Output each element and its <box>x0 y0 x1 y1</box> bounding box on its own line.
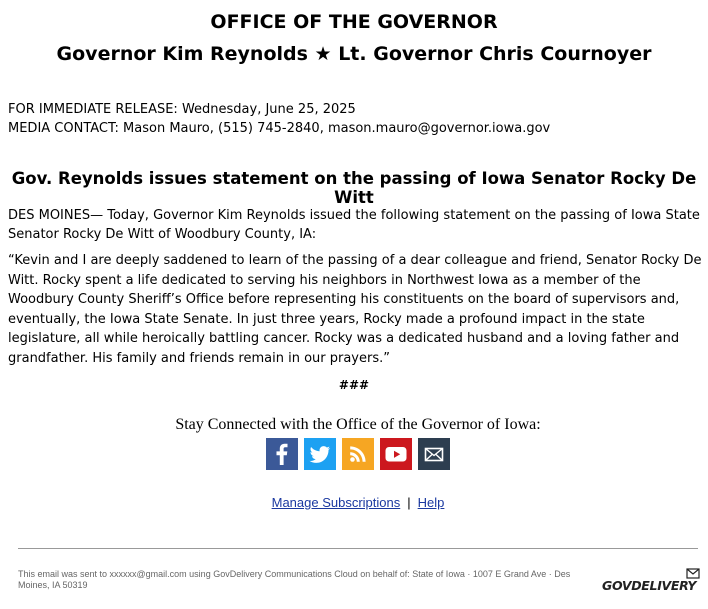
twitter-icon[interactable] <box>304 438 336 470</box>
social-icons <box>266 438 450 470</box>
office-title: OFFICE OF THE GOVERNOR <box>210 11 498 33</box>
footer-disclaimer: This email was sent to xxxxxx@gmail.com using GovDelivery Communications Cloud on behalf of: State of Iowa · 1007 E Grand Ave · Des Moines, IA 50319 <box>18 569 571 590</box>
media-contact: MEDIA CONTACT: Mason Mauro, (515) 745-2840, mason.mauro@governor.iowa.gov <box>8 121 551 136</box>
youtube-icon[interactable] <box>380 438 412 470</box>
footer-divider <box>18 548 698 549</box>
rss-icon[interactable] <box>342 438 374 470</box>
release-info <box>8 100 550 138</box>
governors-line: Governor Kim Reynolds ★ Lt. Governor Chris Cournoyer <box>56 43 652 65</box>
headline: Gov. Reynolds issues statement on the passing of Iowa Senator Rocky De Witt <box>11 169 697 207</box>
release-date: FOR IMMEDIATE RELEASE: Wednesday, June 25, 2025 <box>8 102 356 117</box>
end-mark: ### <box>338 378 370 392</box>
stay-connected-heading: Stay Connected with the Office of the Governor of Iowa: <box>175 416 541 433</box>
lead-paragraph: DES MOINES— Today, Governor Kim Reynolds issued the following statement on the passing of Iowa State Senator Rocky De Witt of Woodbury County, IA: <box>8 208 700 242</box>
quote-paragraph: “Kevin and I are deeply saddened to learn of the passing of a dear colleague and friend, Senator Rocky De Witt. Rocky spent a life dedicated to serving his neighbors in Northwest Iowa as a member of the Woodbury County Sheriff’s Office before representing his constituents on the board of supervisors and, eventually, the Iowa State Senate. In just three years, Rocky made a profound impact in the state legislature, all while heroically battling cancer. Rocky was a dedicated husband and a loving father and grandfather. His family and friends remain in our prayers.” <box>8 253 702 366</box>
link-separator: | <box>407 495 411 510</box>
footer-links <box>0 495 708 510</box>
email-icon[interactable] <box>418 438 450 470</box>
help-link[interactable]: Help <box>417 495 445 510</box>
manage-subscriptions-link[interactable]: Manage Subscriptions <box>271 495 401 510</box>
govdelivery-wordmark: GOVDELIVERY <box>602 578 697 593</box>
facebook-icon[interactable] <box>266 438 298 470</box>
govdelivery-logo[interactable] <box>602 568 702 598</box>
